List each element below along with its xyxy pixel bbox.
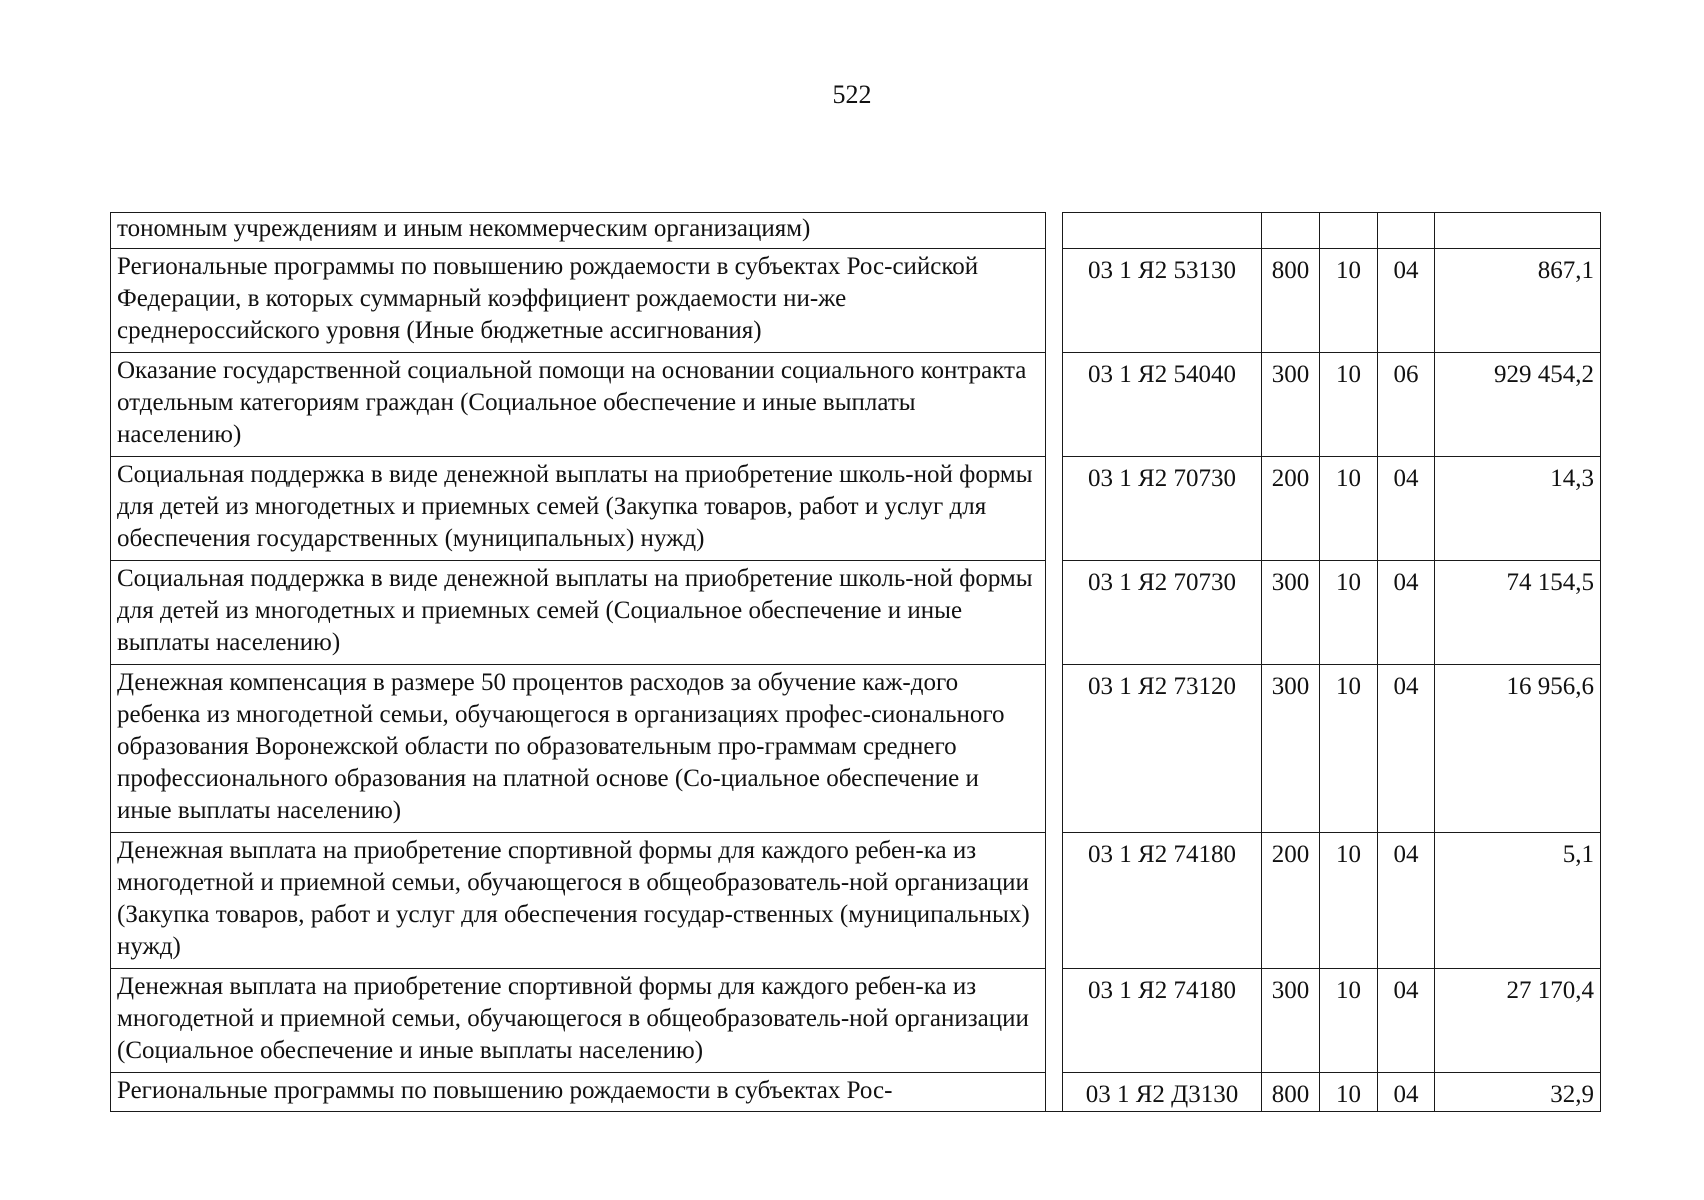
table-row — [110, 352, 1601, 456]
row-amount: 929 454,2 — [1434, 352, 1601, 456]
row-amount: 74 154,5 — [1434, 560, 1601, 664]
row-description: Социальная поддержка в виде денежной выплаты на приобретение школь-ной формы для детей из многодетных и приемных семей (Закупка товаров, работ и услуг для обеспечения государственных (муниципальных) нужд) — [110, 456, 1045, 560]
row-amount — [1434, 212, 1601, 248]
row-code: 03 1 Я2 53130 — [1062, 248, 1261, 352]
column-gap — [1045, 832, 1062, 968]
row-description: Региональные программы по повышению рождаемости в субъектах Рос- — [110, 1072, 1045, 1112]
row-section: 10 — [1319, 560, 1377, 664]
row-expense-type — [1261, 212, 1319, 248]
column-gap — [1045, 664, 1062, 832]
row-code: 03 1 Я2 54040 — [1062, 352, 1261, 456]
row-expense-type: 300 — [1261, 560, 1319, 664]
page-number: 522 — [832, 80, 872, 109]
row-section: 10 — [1319, 456, 1377, 560]
row-expense-type: 300 — [1261, 664, 1319, 832]
column-gap — [1045, 456, 1062, 560]
row-amount: 867,1 — [1434, 248, 1601, 352]
row-section: 10 — [1319, 248, 1377, 352]
column-gap — [1045, 968, 1062, 1072]
row-subsection: 04 — [1377, 560, 1434, 664]
row-amount: 5,1 — [1434, 832, 1601, 968]
column-gap — [1045, 352, 1062, 456]
column-gap — [1045, 1072, 1062, 1112]
row-description: Социальная поддержка в виде денежной выплаты на приобретение школь-ной формы для детей из многодетных и приемных семей (Социальное обеспечение и иные выплаты населению) — [110, 560, 1045, 664]
row-amount: 16 956,6 — [1434, 664, 1601, 832]
row-expense-type: 800 — [1261, 1072, 1319, 1112]
column-gap — [1045, 248, 1062, 352]
row-expense-type: 800 — [1261, 248, 1319, 352]
row-description: тономным учреждениям и иным некоммерческим организациям) — [110, 212, 1045, 248]
row-subsection: 04 — [1377, 968, 1434, 1072]
row-section — [1319, 212, 1377, 248]
row-amount: 27 170,4 — [1434, 968, 1601, 1072]
row-section: 10 — [1319, 1072, 1377, 1112]
row-section: 10 — [1319, 352, 1377, 456]
row-amount: 14,3 — [1434, 456, 1601, 560]
budget-table — [110, 212, 1601, 1112]
table-row — [110, 664, 1601, 832]
row-description: Оказание государственной социальной помощи на основании социального контракта отдельным категориям граждан (Социальное обеспечение и иные выплаты населению) — [110, 352, 1045, 456]
row-code: 03 1 Я2 Д3130 — [1062, 1072, 1261, 1112]
row-amount: 32,9 — [1434, 1072, 1601, 1112]
row-section: 10 — [1319, 832, 1377, 968]
row-code: 03 1 Я2 73120 — [1062, 664, 1261, 832]
row-subsection: 04 — [1377, 664, 1434, 832]
row-code: 03 1 Я2 70730 — [1062, 560, 1261, 664]
row-description: Денежная выплата на приобретение спортивной формы для каждого ребен-ка из многодетной и приемной семьи, обучающегося в общеобразователь-ной организации (Социальное обеспечение и иные выплаты населению) — [110, 968, 1045, 1072]
table-row — [110, 560, 1601, 664]
row-subsection: 04 — [1377, 1072, 1434, 1112]
table-body — [110, 212, 1601, 1112]
column-gap — [1045, 212, 1062, 248]
row-subsection: 04 — [1377, 832, 1434, 968]
row-description: Денежная компенсация в размере 50 процентов расходов за обучение каж-дого ребенка из многодетной семьи, обучающегося в организациях профес-сионального образования Воронежской области по образовательным про-граммам среднего профессионального образования на платной основе (Со-циальное обеспечение и иные выплаты населению) — [110, 664, 1045, 832]
row-expense-type: 200 — [1261, 832, 1319, 968]
row-description: Денежная выплата на приобретение спортивной формы для каждого ребен-ка из многодетной и приемной семьи, обучающегося в общеобразователь-ной организации (Закупка товаров, работ и услуг для обеспечения государ-ственных (муниципальных) нужд) — [110, 832, 1045, 968]
row-subsection: 04 — [1377, 456, 1434, 560]
row-code: 03 1 Я2 74180 — [1062, 832, 1261, 968]
table-row — [110, 968, 1601, 1072]
table-row — [110, 212, 1601, 248]
row-code — [1062, 212, 1261, 248]
row-expense-type: 300 — [1261, 352, 1319, 456]
table-row — [110, 456, 1601, 560]
row-expense-type: 300 — [1261, 968, 1319, 1072]
row-section: 10 — [1319, 664, 1377, 832]
row-description: Региональные программы по повышению рождаемости в субъектах Рос-сийской Федерации, в которых суммарный коэффициент рождаемости ни-же среднероссийского уровня (Иные бюджетные ассигнования) — [110, 248, 1045, 352]
row-subsection: 04 — [1377, 248, 1434, 352]
row-section: 10 — [1319, 968, 1377, 1072]
row-subsection — [1377, 212, 1434, 248]
table-row — [110, 248, 1601, 352]
row-code: 03 1 Я2 70730 — [1062, 456, 1261, 560]
row-code: 03 1 Я2 74180 — [1062, 968, 1261, 1072]
column-gap — [1045, 560, 1062, 664]
row-subsection: 06 — [1377, 352, 1434, 456]
table-row — [110, 1072, 1601, 1112]
table-row — [110, 832, 1601, 968]
row-expense-type: 200 — [1261, 456, 1319, 560]
